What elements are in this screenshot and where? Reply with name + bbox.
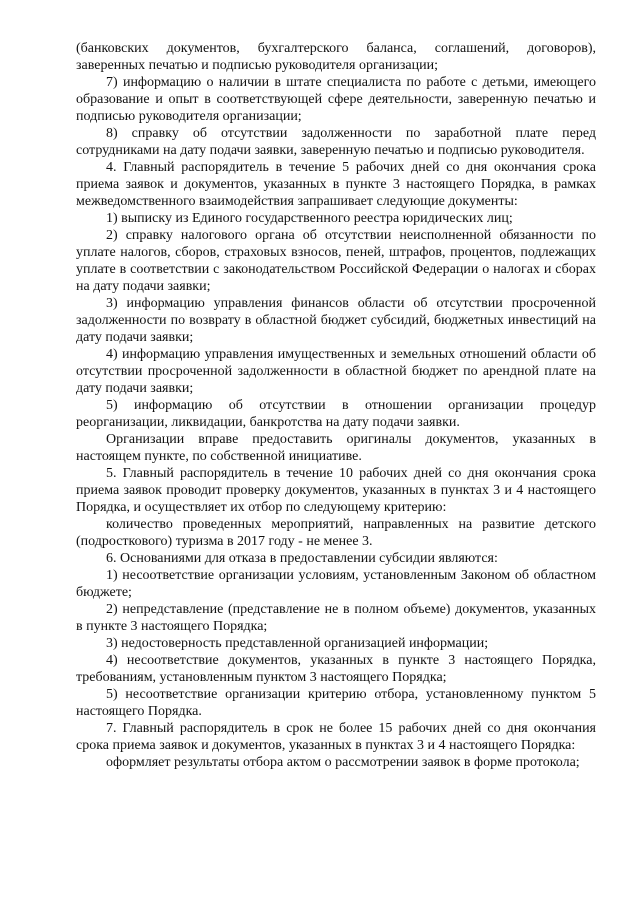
paragraph-section-6-item-5: 5) несоответствие организации критерию отбора, установленному пунктом 5 настоящего Порядка. xyxy=(76,687,596,719)
paragraph-item-7: 7) информацию о наличии в штате специалиста по работе с детьми, имеющего образование и опыт в соответствующей сфере деятельности, заверенную печатью и подписью руководителя организации; xyxy=(76,75,596,124)
paragraph-section-5: 5. Главный распорядитель в течение 10 рабочих дней со дня окончания срока приема заявок проводит проверку документов, указанных в пунктах 3 и 4 настоящего Порядка, и осуществляет их отбор по следующему критерию: xyxy=(76,466,596,515)
paragraph-section-6-item-4: 4) несоответствие документов, указанных в пункте 3 настоящего Порядка, требованиям, установленным пунктом 3 настоящего Порядка; xyxy=(76,653,596,685)
paragraph-section-6-item-3: 3) недостоверность представленной организацией информации; xyxy=(106,636,489,651)
document-body xyxy=(76,40,596,771)
paragraph-section-6: 6. Основаниями для отказа в предоставлении субсидии являются: xyxy=(106,551,498,566)
paragraph-section-4-item-5: 5) информацию об отсутствии в отношении организации процедур реорганизации, ликвидации, банкротства на дату подачи заявки. xyxy=(76,398,596,430)
paragraph-item-8: 8) справку об отсутствии задолженности по заработной плате перед сотрудниками на дату подачи заявки, заверенную печатью и подписью руководителя. xyxy=(76,126,596,158)
paragraph-section-4-item-2: 2) справку налогового органа об отсутствии неисполненной обязанности по уплате налогов, сборов, страховых взносов, пеней, штрафов, процентов, подлежащих уплате в соответствии с законодательством Российской Федерации о налогах и сборах на дату подачи заявки; xyxy=(76,228,596,294)
paragraph-section-4-note: Организации вправе предоставить оригиналы документов, указанных в настоящем пункте, по собственной инициативе. xyxy=(76,432,596,464)
paragraph-section-4-item-1: 1) выписку из Единого государственного реестра юридических лиц; xyxy=(106,211,513,226)
paragraph-section-7-action: оформляет результаты отбора актом о рассмотрении заявок в форме протокола; xyxy=(106,755,580,770)
paragraph-continuation: (банковских документов, бухгалтерского баланса, соглашений, договоров), заверенных печатью и подписью руководителя организации; xyxy=(76,41,596,73)
paragraph-section-4-item-3: 3) информацию управления финансов области об отсутствии просроченной задолженности по возврату в областной бюджет субсидий, бюджетных инвестиций на дату подачи заявки; xyxy=(76,296,596,345)
paragraph-section-4-item-4: 4) информацию управления имущественных и земельных отношений области об отсутствии просроченной задолженности в областной бюджет по арендной плате на дату подачи заявки; xyxy=(76,347,596,396)
paragraph-section-7: 7. Главный распорядитель в срок не более 15 рабочих дней со дня окончания срока приема заявок и документов, указанных в пунктах 3 и 4 настоящего Порядка: xyxy=(76,721,596,753)
paragraph-section-6-item-1: 1) несоответствие организации условиям, установленным Законом об областном бюджете; xyxy=(76,568,596,600)
paragraph-section-4: 4. Главный распорядитель в течение 5 рабочих дней со дня окончания срока приема заявок и документов, указанных в пункте 3 настоящего Порядка, в рамках межведомственного взаимодействия запрашивает следующие документы: xyxy=(76,160,596,209)
paragraph-section-6-item-2: 2) непредставление (представление не в полном объеме) документов, указанных в пункте 3 настоящего Порядка; xyxy=(76,602,596,634)
paragraph-section-5-criterion: количество проведенных мероприятий, направленных на развитие детского (подросткового) туризма в 2017 году - не менее 3. xyxy=(76,517,596,549)
